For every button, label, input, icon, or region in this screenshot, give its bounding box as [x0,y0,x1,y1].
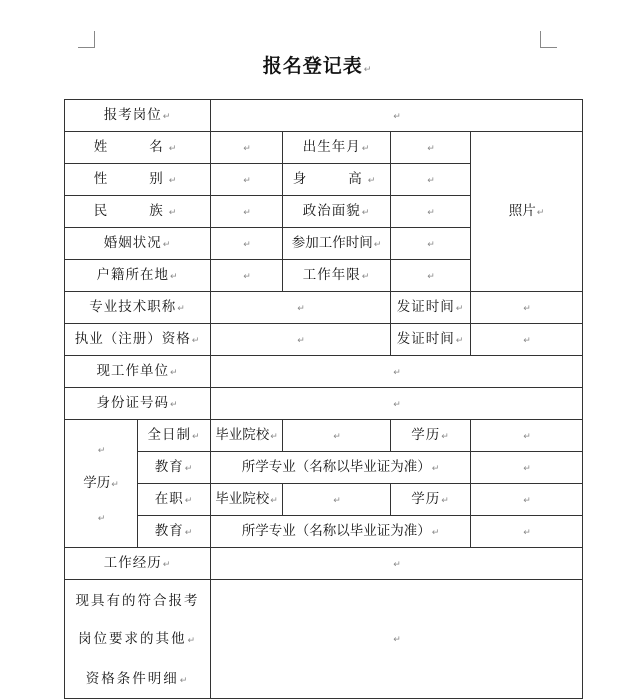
table-row [65,452,583,484]
label-issue-time-1: 发证时间↵ [391,292,471,324]
paragraph-mark: ↵ [363,65,373,75]
label-ethnicity: 民 族↵ [65,196,211,228]
label-marital: 婚姻状况↵ [65,228,211,260]
label-birth: 出生年月↵ [283,132,391,164]
label-experience: 工作经历↵ [65,548,211,580]
label-pro-title: 专业技术职称↵ [65,292,211,324]
table-row [65,100,583,132]
value-practice[interactable]: ↵ [211,324,391,356]
table-row [65,420,583,452]
value-experience[interactable]: ↵ [211,548,583,580]
label-post: 报考岗位↵ [65,100,211,132]
value-ethnicity[interactable]: ↵ [211,196,283,228]
value-school-1[interactable]: ↵ [283,420,391,452]
label-issue-time-2: 发证时间↵ [391,324,471,356]
table-row [65,580,583,699]
value-school-2[interactable]: ↵ [283,484,391,516]
value-work-years[interactable]: ↵ [391,260,471,292]
value-height[interactable]: ↵ [391,164,471,196]
value-issue-time-1[interactable]: ↵ [471,292,583,324]
photo-cell[interactable]: 照片↵ [471,132,583,292]
value-post[interactable]: ↵ [211,100,583,132]
label-id-number: 身份证号码↵ [65,388,211,420]
label-major-1: 所学专业（名称以毕业证为准）↵ [211,452,471,484]
label-practice: 执业（注册）资格↵ [65,324,211,356]
table-row [65,132,583,164]
label-hukou: 户籍所在地↵ [65,260,211,292]
value-major-2[interactable]: ↵ [471,516,583,548]
value-id-number[interactable]: ↵ [211,388,583,420]
value-political[interactable]: ↵ [391,196,471,228]
label-fulltime-edu: 教育↵ [138,452,211,484]
label-degree-2: 学历↵ [391,484,471,516]
label-degree-1: 学历↵ [391,420,471,452]
table-row [65,388,583,420]
label-fulltime: 全日制↵ [138,420,211,452]
table-row [65,356,583,388]
table-row [65,516,583,548]
label-education: ↵ 学历↵ ↵ [65,420,138,548]
label-school-1: 毕业院校↵ [211,420,283,452]
value-name[interactable]: ↵ [211,132,283,164]
label-name: 姓 名↵ [65,132,211,164]
value-other-qualifications[interactable]: ↵ [211,580,583,699]
label-employer: 现工作单位↵ [65,356,211,388]
form-title: 报名登记表↵ [262,55,373,77]
value-pro-title[interactable]: ↵ [211,292,391,324]
value-issue-time-2[interactable]: ↵ [471,324,583,356]
label-political: 政治面貌↵ [283,196,391,228]
value-major-1[interactable]: ↵ [471,452,583,484]
page-corner-top-left [78,31,95,48]
value-hukou[interactable]: ↵ [211,260,283,292]
table-row [65,548,583,580]
table-row [65,324,583,356]
value-marital[interactable]: ↵ [211,228,283,260]
label-other-qualifications: 现具有的符合报考 岗位要求的其他↵ 资格条件明细↵ [65,580,211,699]
page-corner-top-right [540,31,557,48]
label-work-start: 参加工作时间↵ [283,228,391,260]
label-work-years: 工作年限↵ [283,260,391,292]
label-major-2: 所学专业（名称以毕业证为准）↵ [211,516,471,548]
label-gender: 性 别↵ [65,164,211,196]
value-employer[interactable]: ↵ [211,356,583,388]
value-degree-1[interactable]: ↵ [471,420,583,452]
registration-table [64,99,583,699]
label-school-2: 毕业院校↵ [211,484,283,516]
label-parttime: 在职↵ [138,484,211,516]
label-height: 身 高↵ [283,164,391,196]
value-degree-2[interactable]: ↵ [471,484,583,516]
table-row [65,292,583,324]
value-work-start[interactable]: ↵ [391,228,471,260]
table-row [65,484,583,516]
value-birth[interactable]: ↵ [391,132,471,164]
label-parttime-edu: 教育↵ [138,516,211,548]
value-gender[interactable]: ↵ [211,164,283,196]
